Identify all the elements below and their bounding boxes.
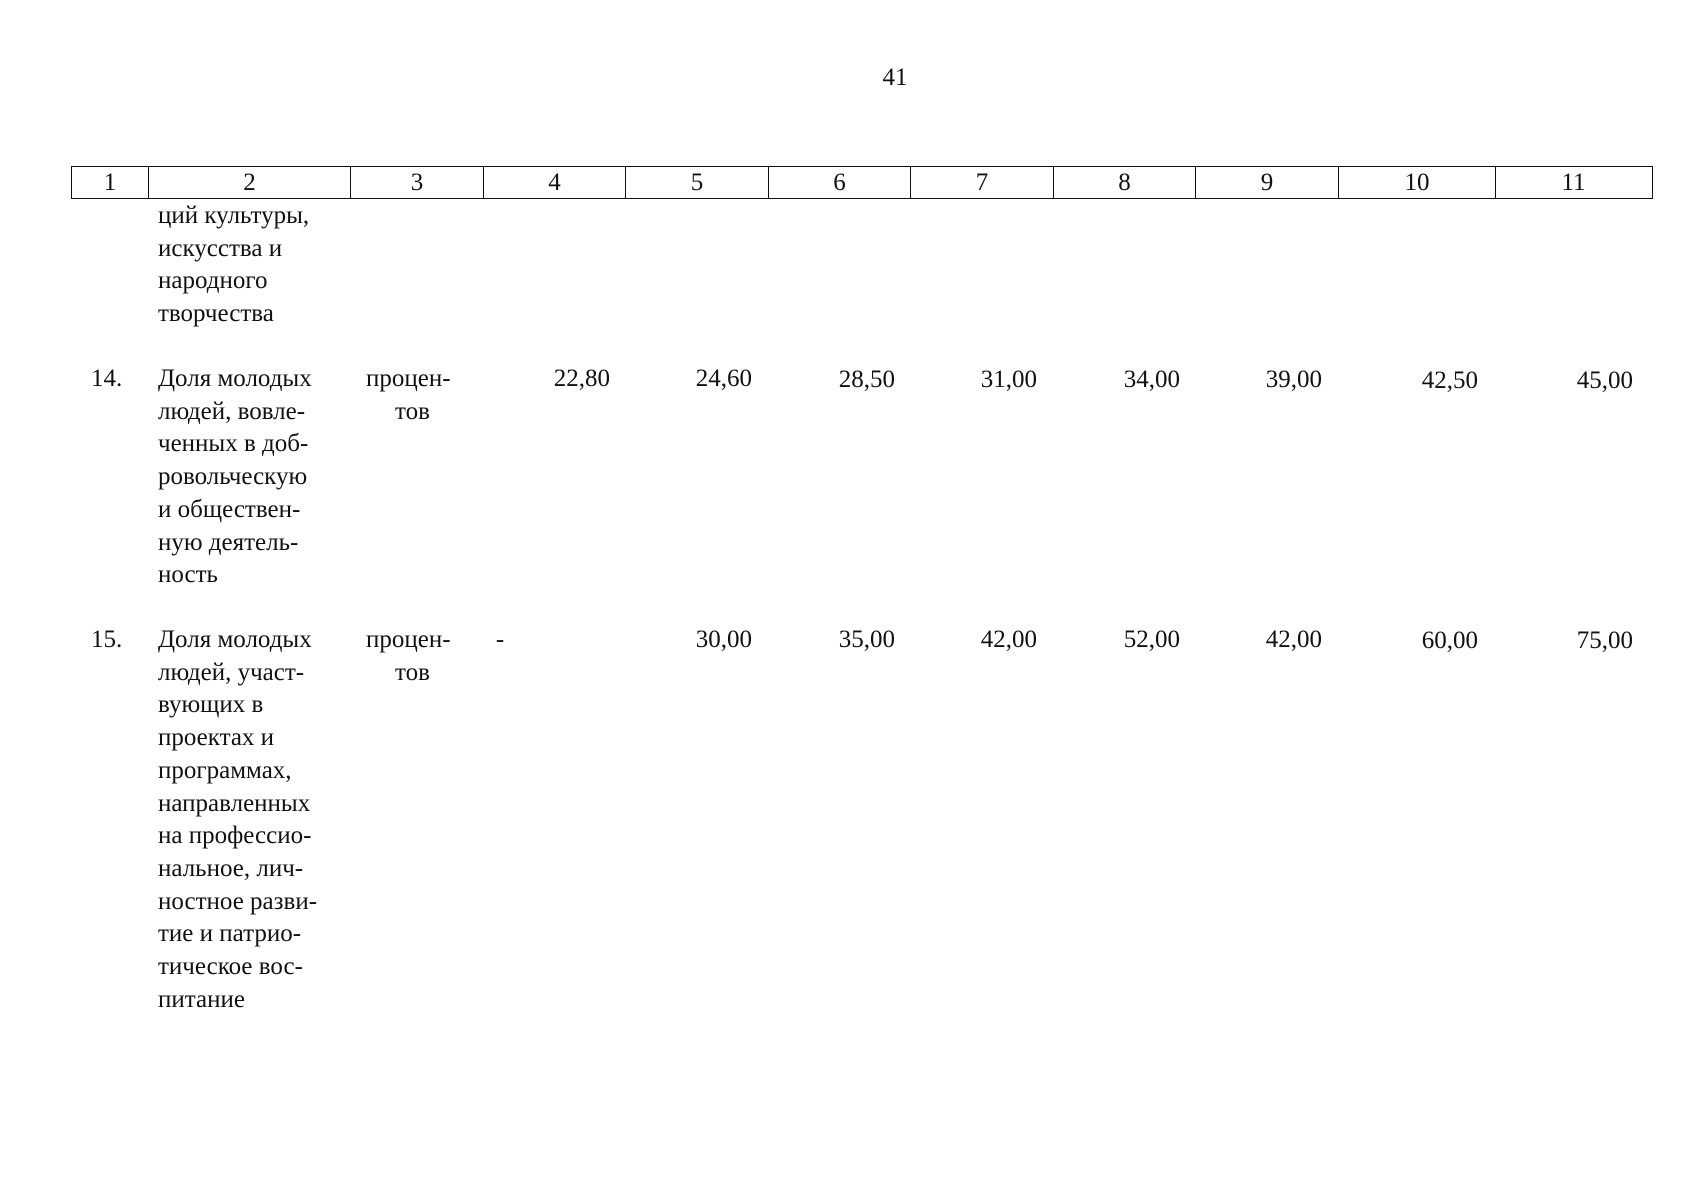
header-cell-10: 10 [1339,167,1496,198]
header-cell-7: 7 [911,167,1054,198]
header-cell-4: 4 [484,167,626,198]
header-cell-11: 11 [1561,169,1586,196]
value-cell-col7: 31,00 [980,366,1037,393]
header-cell-1: 1 [72,167,149,198]
indicator-name-line: Доля молодых [158,626,312,653]
unit-cell [366,624,451,689]
indicator-name-line: тическое вос- [158,953,303,981]
indicator-name-line: на профессио- [158,822,312,850]
continuation-line: творчества [158,300,274,328]
value-cell-col9: 39,00 [1265,366,1322,393]
value-cell-col8: 52,00 [1123,626,1180,653]
indicator-name-line: Доля молодых [158,365,312,392]
indicator-name-line: ченных в доб- [158,430,309,458]
header-cell-9: 9 [1196,167,1339,198]
indicator-name-line: вующих в [158,691,264,719]
indicator-name-line: проектах и [158,724,275,752]
unit-line: процен- [366,365,451,392]
indicator-name-line: и обществен- [158,495,301,523]
indicator-name-line: нальное, лич- [158,854,304,882]
value-cell-col6: 35,00 [838,626,895,653]
indicator-name-line: ную деятель- [158,528,299,556]
continuation-line: искусства и [158,234,283,262]
header-cell-8: 8 [1054,167,1196,198]
value-cell-col5: 30,00 [695,626,752,653]
indicator-name-line: направленных [158,789,311,817]
unit-line: тов [395,397,430,425]
row-number: 14. [91,365,123,392]
indicator-name-line: питание [158,985,245,1013]
value-cell-col9: 42,00 [1265,626,1322,653]
value-cell-col8: 34,00 [1123,366,1180,393]
indicator-name-line: ностное разви- [158,887,318,915]
page-number: 41 [882,64,908,91]
value-cell-col10: 60,00 [1421,627,1478,654]
value-cell-col4: 22,80 [553,365,610,392]
indicator-name-cell [158,363,312,592]
value-cell-col10: 42,50 [1421,367,1478,394]
table-header-row [71,166,1653,199]
header-cell-2: 2 [149,167,351,198]
value-cell-col7: 42,00 [980,626,1037,653]
row-number: 15. [91,626,123,653]
value-cell-col5: 24,60 [695,365,752,392]
indicator-name-line: людей, участ- [158,658,305,686]
continuation-line: народного [158,267,268,295]
value-cell-col6: 28,50 [838,366,895,393]
indicator-name-line: ность [158,561,218,589]
indicator-name-line: ровольческую [158,463,308,491]
continuation-line: ций культуры, [158,202,310,229]
indicator-name-cell [158,624,317,1016]
unit-line: процен- [366,626,451,653]
indicator-name-line: людей, вовле- [158,397,306,425]
continuation-cell [158,200,309,331]
header-cell-3: 3 [351,167,484,198]
unit-cell [366,363,451,428]
value-cell-col11: 75,00 [1576,627,1633,654]
header-cell-5: 5 [626,167,769,198]
header-cell-6: 6 [769,167,911,198]
value-cell-col11: 45,00 [1576,367,1633,394]
unit-line: тов [395,658,430,686]
indicator-name-line: программах, [158,756,292,784]
indicator-name-line: тие и патрио- [158,920,302,948]
value-cell-col4: - [495,626,505,653]
